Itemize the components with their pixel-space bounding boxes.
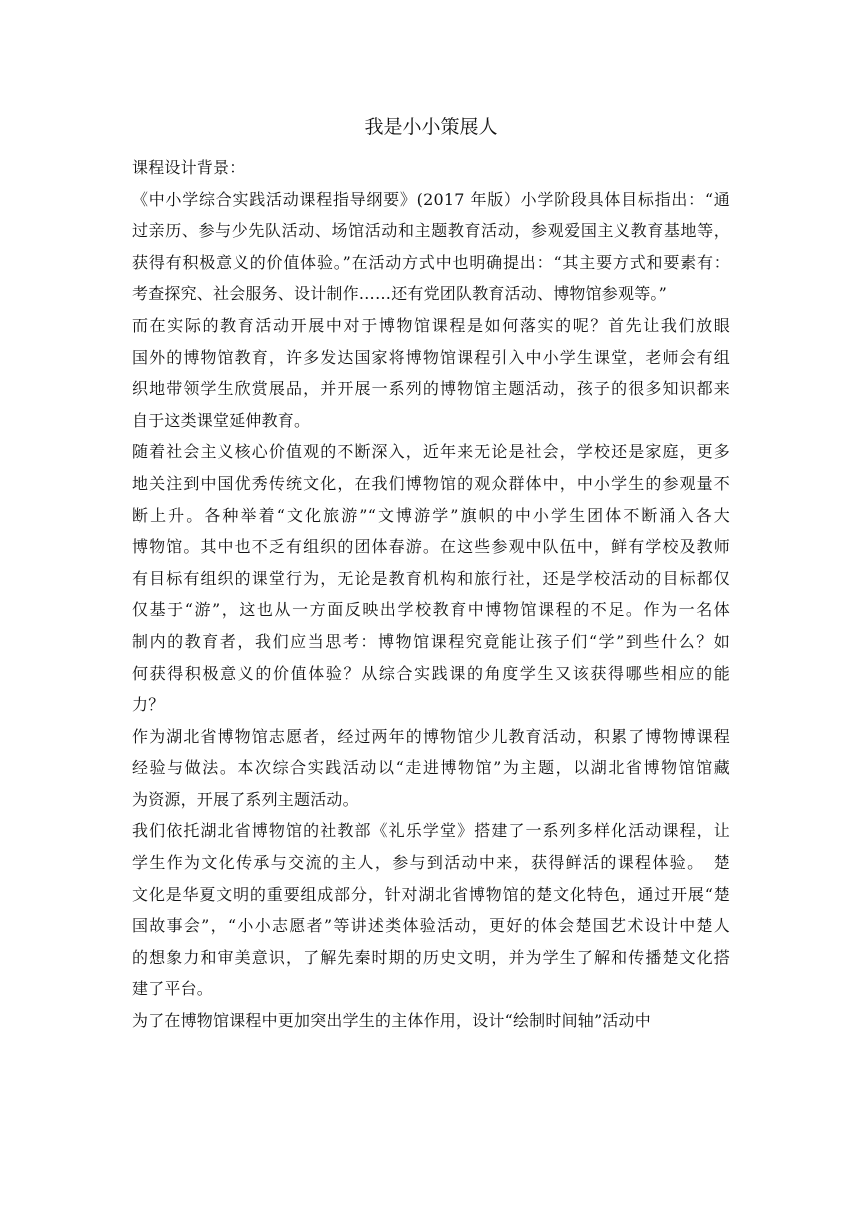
paragraph-line: 有目标有组织的课堂行为，无论是教育机构和旅行社，还是学校活动的目标都仅 — [132, 568, 730, 588]
paragraph-line: 学生作为文化传承与交流的主人，参与到活动中来，获得鲜活的课程体验。 楚 — [132, 853, 730, 873]
paragraph-line: 作为湖北省博物馆志愿者，经过两年的博物馆少儿教育活动，积累了博物博课程 — [132, 726, 730, 746]
paragraph — [132, 184, 730, 310]
paragraph-line: 文化是华夏文明的重要组成部分，针对湖北省博物馆的楚文化特色，通过开展“楚 — [132, 884, 730, 904]
paragraph-list — [132, 184, 730, 1037]
section-label-text: 课程设计背景： — [132, 158, 246, 177]
paragraph-line: 自于这类课堂延伸教育。 — [132, 410, 311, 430]
paragraph-line: 地关注到中国优秀传统文化，在我们博物馆的观众群体中，中小学生的参观量不 — [132, 473, 730, 493]
paragraph-line: 的想象力和审美意识，了解先秦时期的历史文明，并为学生了解和传播楚文化搭 — [132, 947, 730, 967]
paragraph-line: 国故事会”，“小小志愿者”等讲述类体验活动，更好的体会楚国艺术设计中楚人 — [132, 916, 730, 936]
paragraph-line: 建了平台。 — [132, 979, 214, 999]
paragraph-line: 何获得积极意义的价值体验？从综合实践课的角度学生又该获得哪些相应的能 — [132, 663, 730, 683]
paragraph-line: 力？ — [132, 695, 165, 715]
paragraph-line: 仅基于“游”，这也从一方面反映出学校教育中博物馆课程的不足。作为一名体 — [132, 600, 730, 620]
paragraph-line: 《中小学综合实践活动课程指导纲要》(2017 年版）小学阶段具体目标指出：“通 — [132, 189, 730, 209]
document-title: 我是小小策展人 — [364, 116, 498, 138]
paragraph-line: 过亲历、参与少先队活动、场馆活动和主题教育活动，参观爱国主义教育基地等， — [132, 221, 730, 241]
document-page — [132, 112, 730, 1037]
section-label — [132, 152, 730, 184]
paragraph-line: 制内的教育者，我们应当思考：博物馆课程究竟能让孩子们“学”到些什么？如 — [132, 631, 730, 651]
paragraph-line: 随着社会主义核心价值观的不断深入，近年来无论是社会，学校还是家庭，更多 — [132, 442, 730, 462]
paragraph-line: 国外的博物馆教育，许多发达国家将博物馆课程引入中小学生课堂，老师会有组 — [132, 347, 730, 367]
paragraph — [132, 721, 730, 816]
paragraph-line: 我们依托湖北省博物馆的社教部《礼乐学堂》搭建了一系列多样化活动课程，让 — [132, 821, 730, 841]
paragraph — [132, 1005, 730, 1037]
paragraph — [132, 310, 730, 436]
paragraph-line: 为了在博物馆课程中更加突出学生的主体作用，设计“绘制时间轴”活动中 — [132, 1011, 651, 1031]
paragraph — [132, 436, 730, 720]
paragraph-line: 考查探究、社会服务、设计制作……还有党团队教育活动、博物馆参观等。” — [132, 284, 667, 304]
paragraph-line: 织地带领学生欣赏展品，并开展一系列的博物馆主题活动，孩子的很多知识都来 — [132, 379, 730, 399]
paragraph-line: 获得有积极意义的价值体验。”在活动方式中也明确提出：“其主要方式和要素有： — [132, 252, 730, 272]
paragraph — [132, 815, 730, 1005]
paragraph-line: 经验与做法。本次综合实践活动以“走进博物馆”为主题，以湖北省博物馆馆藏 — [132, 758, 730, 778]
paragraph-line: 为资源，开展了系列主题活动。 — [132, 789, 359, 809]
paragraph-line: 博物馆。其中也不乏有组织的团体春游。在这些参观中队伍中，鲜有学校及教师 — [132, 537, 730, 557]
paragraph-line: 而在实际的教育活动开展中对于博物馆课程是如何落实的呢？首先让我们放眼 — [132, 315, 730, 335]
paragraph-line: 断上升。各种举着“文化旅游”“文博游学”旗帜的中小学生团体不断涌入各大 — [132, 505, 730, 525]
